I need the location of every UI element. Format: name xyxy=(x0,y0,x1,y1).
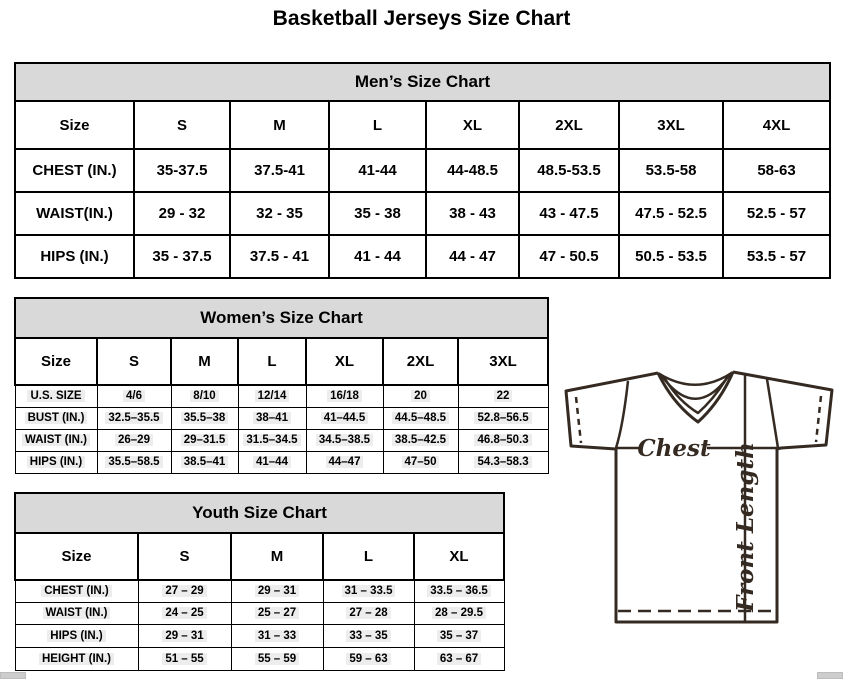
men-value-cell: 41 - 44 xyxy=(329,235,426,278)
youth-data-row xyxy=(15,647,504,670)
men-row-label: HIPS (IN.) xyxy=(15,235,134,278)
women-row-label: BUST (IN.) xyxy=(15,407,97,429)
men-value-cell: 41-44 xyxy=(329,149,426,192)
women-data-row xyxy=(15,451,548,473)
youth-value-cell: 29 – 31 xyxy=(138,624,231,647)
men-col-header-m: M xyxy=(230,101,329,149)
men-data-row xyxy=(15,149,830,192)
men-size-table xyxy=(14,62,831,279)
men-col-header-l: L xyxy=(329,101,426,149)
women-value-cell: 35.5–58.5 xyxy=(97,451,171,473)
youth-value-cell: 51 – 55 xyxy=(138,647,231,670)
women-value-cell: 44–47 xyxy=(306,451,383,473)
men-value-cell: 37.5-41 xyxy=(230,149,329,192)
men-value-cell: 44-48.5 xyxy=(426,149,519,192)
scrollbar-fragment-right[interactable] xyxy=(817,672,843,679)
youth-size-chart-section xyxy=(14,492,505,671)
men-value-cell: 52.5 - 57 xyxy=(723,192,830,235)
womens-size-chart-section xyxy=(14,297,549,474)
women-value-cell: 22 xyxy=(458,385,548,407)
men-row-label: CHEST (IN.) xyxy=(15,149,134,192)
men-value-cell: 43 - 47.5 xyxy=(519,192,619,235)
youth-value-cell: 33 – 35 xyxy=(323,624,414,647)
right-cuff-dashed-line xyxy=(816,396,821,442)
women-value-cell: 46.8–50.3 xyxy=(458,429,548,451)
youth-col-header-size: Size xyxy=(15,533,138,580)
women-value-cell: 20 xyxy=(383,385,458,407)
youth-value-cell: 29 – 31 xyxy=(231,580,323,602)
men-value-cell: 53.5 - 57 xyxy=(723,235,830,278)
men-value-cell: 50.5 - 53.5 xyxy=(619,235,723,278)
youth-value-cell: 25 – 27 xyxy=(231,602,323,624)
women-row-label: WAIST (IN.) xyxy=(15,429,97,451)
women-value-cell: 38.5–42.5 xyxy=(383,429,458,451)
men-data-row xyxy=(15,192,830,235)
page-title: Basketball Jerseys Size Chart xyxy=(272,7,571,30)
left-sleeve-seam xyxy=(616,381,628,448)
youth-value-cell: 55 – 59 xyxy=(231,647,323,670)
women-value-cell: 16/18 xyxy=(306,385,383,407)
men-col-header-4xl: 4XL xyxy=(723,101,830,149)
youth-data-row xyxy=(15,580,504,602)
youth-col-header-l: L xyxy=(323,533,414,580)
women-value-cell: 38.5–41 xyxy=(171,451,238,473)
men-col-header-size: Size xyxy=(15,101,134,149)
youth-value-cell: 63 – 67 xyxy=(414,647,504,670)
women-value-cell: 32.5–35.5 xyxy=(97,407,171,429)
men-data-row xyxy=(15,235,830,278)
youth-row-label: HIPS (IN.) xyxy=(15,624,138,647)
women-col-header-xl: XL xyxy=(306,338,383,385)
youth-value-cell: 27 – 29 xyxy=(138,580,231,602)
women-value-cell: 29–31.5 xyxy=(171,429,238,451)
youth-value-cell: 28 – 29.5 xyxy=(414,602,504,624)
men-value-cell: 47.5 - 52.5 xyxy=(619,192,723,235)
women-chart-title: Women’s Size Chart xyxy=(15,298,548,338)
youth-value-cell: 33.5 – 36.5 xyxy=(414,580,504,602)
women-value-cell: 4/6 xyxy=(97,385,171,407)
chest-label: Chest xyxy=(637,435,711,462)
scrollbar-fragment-left[interactable] xyxy=(0,672,26,679)
men-row-label: WAIST(IN.) xyxy=(15,192,134,235)
jersey-outline-icon xyxy=(566,372,832,622)
women-col-header-2xl: 2XL xyxy=(383,338,458,385)
youth-value-cell: 31 – 33 xyxy=(231,624,323,647)
youth-col-header-xl: XL xyxy=(414,533,504,580)
women-value-cell: 54.3–58.3 xyxy=(458,451,548,473)
men-col-header-xl: XL xyxy=(426,101,519,149)
youth-chart-title: Youth Size Chart xyxy=(15,493,504,533)
men-col-header-2xl: 2XL xyxy=(519,101,619,149)
women-col-header-m: M xyxy=(171,338,238,385)
youth-value-cell: 59 – 63 xyxy=(323,647,414,670)
women-value-cell: 47–50 xyxy=(383,451,458,473)
women-row-label: U.S. SIZE xyxy=(15,385,97,407)
women-value-cell: 8/10 xyxy=(171,385,238,407)
women-value-cell: 26–29 xyxy=(97,429,171,451)
youth-row-label: WAIST (IN.) xyxy=(15,602,138,624)
youth-data-row xyxy=(15,602,504,624)
jersey-measurement-diagram xyxy=(555,360,843,660)
mens-size-chart-section xyxy=(14,62,831,279)
men-col-header-s: S xyxy=(134,101,230,149)
women-value-cell: 44.5–48.5 xyxy=(383,407,458,429)
women-row-label: HIPS (IN.) xyxy=(15,451,97,473)
women-data-row xyxy=(15,429,548,451)
men-chart-title: Men’s Size Chart xyxy=(15,63,830,101)
youth-value-cell: 27 – 28 xyxy=(323,602,414,624)
youth-col-header-m: M xyxy=(231,533,323,580)
women-value-cell: 52.8–56.5 xyxy=(458,407,548,429)
men-value-cell: 38 - 43 xyxy=(426,192,519,235)
women-value-cell: 12/14 xyxy=(238,385,306,407)
youth-value-cell: 24 – 25 xyxy=(138,602,231,624)
women-col-header-size: Size xyxy=(15,338,97,385)
women-value-cell: 38–41 xyxy=(238,407,306,429)
youth-col-header-s: S xyxy=(138,533,231,580)
men-value-cell: 29 - 32 xyxy=(134,192,230,235)
youth-row-label: CHEST (IN.) xyxy=(15,580,138,602)
women-value-cell: 31.5–34.5 xyxy=(238,429,306,451)
left-cuff-dashed-line xyxy=(576,397,581,443)
women-col-header-s: S xyxy=(97,338,171,385)
men-value-cell: 53.5-58 xyxy=(619,149,723,192)
youth-value-cell: 35 – 37 xyxy=(414,624,504,647)
men-value-cell: 37.5 - 41 xyxy=(230,235,329,278)
women-value-cell: 35.5–38 xyxy=(171,407,238,429)
women-col-header-l: L xyxy=(238,338,306,385)
men-value-cell: 35-37.5 xyxy=(134,149,230,192)
men-col-header-3xl: 3XL xyxy=(619,101,723,149)
women-value-cell: 41–44 xyxy=(238,451,306,473)
men-value-cell: 58-63 xyxy=(723,149,830,192)
women-data-row xyxy=(15,407,548,429)
youth-size-table xyxy=(14,492,505,671)
men-value-cell: 35 - 38 xyxy=(329,192,426,235)
men-value-cell: 47 - 50.5 xyxy=(519,235,619,278)
women-data-row xyxy=(15,385,548,407)
women-value-cell: 34.5–38.5 xyxy=(306,429,383,451)
front-length-label: Front Length xyxy=(732,442,759,612)
men-value-cell: 44 - 47 xyxy=(426,235,519,278)
youth-row-label: HEIGHT (IN.) xyxy=(15,647,138,670)
men-value-cell: 48.5-53.5 xyxy=(519,149,619,192)
men-value-cell: 35 - 37.5 xyxy=(134,235,230,278)
youth-value-cell: 31 – 33.5 xyxy=(323,580,414,602)
men-value-cell: 32 - 35 xyxy=(230,192,329,235)
right-sleeve-seam xyxy=(767,379,778,448)
women-value-cell: 41–44.5 xyxy=(306,407,383,429)
women-col-header-3xl: 3XL xyxy=(458,338,548,385)
youth-data-row xyxy=(15,624,504,647)
women-size-table xyxy=(14,297,549,474)
